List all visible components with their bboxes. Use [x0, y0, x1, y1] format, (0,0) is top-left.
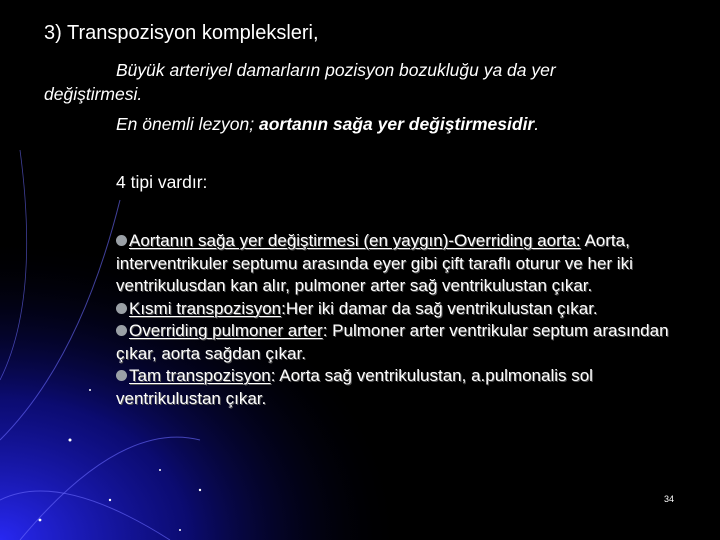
important-suffix: .: [534, 114, 540, 134]
bullet-icon: [116, 370, 127, 381]
list-item-term: Aortanın sağa yer değiştirmesi (en yaygın)-Overriding aorta:: [129, 231, 581, 250]
list-item: [116, 230, 696, 298]
important-prefix: En önemli lezyon;: [116, 114, 259, 134]
list-item: [116, 320, 696, 365]
list-item-text: :Her iki damar da sağ ventrikulustan çıkar.: [281, 298, 598, 318]
list-item-text: Aorta, interventrikuler septumu arasında eyer gibi çift taraflı oturur ve her iki ventrikulusdan kan alır, pulmoner arter sağ ventrikulustan çıkar.: [116, 231, 633, 295]
list-item-text: : Pulmoner arter ventrikular septum arasından çıkar, aorta sağdan çıkar.: [116, 321, 669, 363]
important-bold: aortanın sağa yer değiştirmesidir: [259, 114, 535, 134]
bullet-icon: [116, 303, 127, 314]
bullet-icon: [116, 235, 127, 246]
definition-line-1: Büyük arteriyel damarların pozisyon bozukluğu ya da yer: [116, 60, 556, 80]
slide-title: 3) Transpozisyon kompleksleri,: [44, 22, 319, 44]
list-item-term: Kısmi transpozisyon: [129, 298, 282, 318]
list-item: [116, 365, 696, 410]
definition-line-2: değiştirmesi.: [44, 84, 143, 104]
type-list: [116, 230, 696, 410]
bullet-icon: [116, 325, 127, 336]
types-intro: 4 tipi vardır:: [116, 172, 208, 192]
page-number: 34: [664, 494, 675, 504]
list-item-text: : Aorta sağ ventrikulustan, a.pulmonalis sol ventrikulustan çıkar.: [116, 366, 593, 408]
list-item-term: Tam transpozisyon: [129, 366, 271, 385]
important-lesion: [116, 114, 539, 135]
list-item-term: Overriding pulmoner arter: [129, 321, 323, 340]
list-item: [116, 298, 696, 321]
